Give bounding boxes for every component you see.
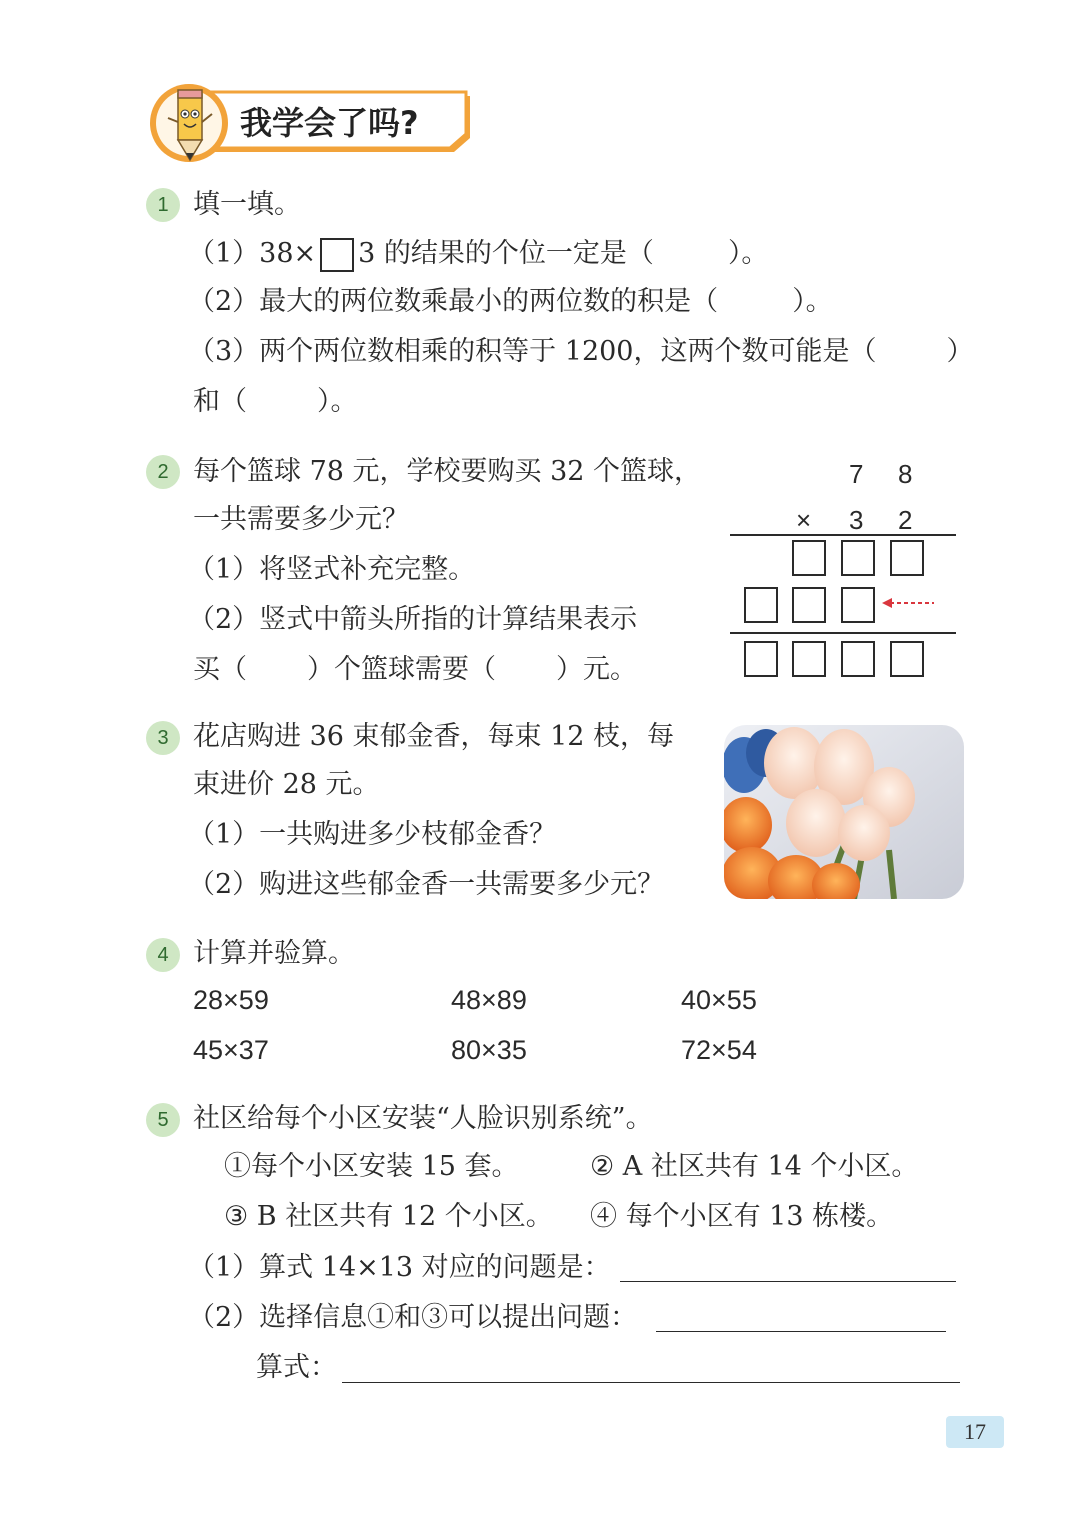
- vm-result-box-3[interactable]: [841, 641, 875, 677]
- q5-title: 社区给每个小区安装“人脸识别系统”。: [193, 1103, 653, 1134]
- vm-partial2-box-1[interactable]: [744, 587, 778, 623]
- question-4-badge: 4: [146, 938, 180, 972]
- q1-part3: [188, 335, 973, 369]
- vm-result-box-1[interactable]: [744, 641, 778, 677]
- page-title: 我学会了吗?: [240, 104, 419, 142]
- q1-part2: [188, 285, 833, 319]
- q4-item-5: 80×35: [451, 1035, 527, 1065]
- question-5-badge: 5: [146, 1103, 180, 1137]
- vm-line-1: [730, 534, 956, 536]
- q2-part2-text-b: ）个篮球需要（: [307, 654, 496, 685]
- vm-result-box-4[interactable]: [890, 641, 924, 677]
- q1-part3-text-d: ）。: [317, 386, 358, 417]
- q1-part1-box[interactable]: [320, 238, 354, 272]
- vm-top-digit-7: 7: [849, 459, 864, 489]
- vm-bottom-digit-3: 3: [849, 505, 864, 535]
- vm-bottom-digit-2: 2: [898, 505, 913, 535]
- q1-part1-text-a: （1）38×: [188, 238, 317, 269]
- vm-partial1-box-2[interactable]: [841, 540, 875, 576]
- vm-times-sign: ×: [796, 505, 812, 535]
- page-number: 17: [946, 1416, 1004, 1448]
- question-3-badge: 3: [146, 721, 180, 755]
- q1-part2-text-b: ）。: [792, 286, 833, 317]
- q2-line2: 一共需要多少元？: [193, 504, 409, 535]
- vm-result-box-2[interactable]: [792, 641, 826, 677]
- q2-line1: 每个篮球 78 元，学校要购买 32 个篮球，: [193, 456, 702, 487]
- q1-part1-text-b: 3 的结果的个位一定是（: [358, 238, 654, 269]
- q5-info-3: ③ B 社区共有 12 个小区。: [224, 1201, 553, 1232]
- q4-title: 计算并验算。: [193, 938, 355, 969]
- q2-part2-text-a: 买（: [193, 654, 247, 685]
- q5-part2-answer-line[interactable]: [656, 1331, 946, 1332]
- q4-item-6: 72×54: [681, 1035, 757, 1065]
- q5-part2: （2）选择信息①和③可以提出问题：: [188, 1302, 638, 1333]
- q4-item-2: 48×89: [451, 985, 527, 1015]
- vm-line-2: [730, 632, 956, 634]
- q2-part2: （2）竖式中箭头所指的计算结果表示: [188, 604, 638, 635]
- tulip-photo: [724, 725, 964, 899]
- q3-line1: 花店购进 36 束郁金香，每束 12 枝，每: [193, 721, 675, 752]
- pencil-mascot-icon: [160, 84, 220, 164]
- q1-part3-text-c: 和（: [193, 386, 247, 417]
- q5-info-2: ② A 社区共有 14 个小区。: [590, 1151, 919, 1182]
- red-arrow-icon: [880, 595, 936, 611]
- q2-part2-cont: [193, 653, 637, 687]
- q5-part1-answer-line[interactable]: [620, 1281, 956, 1282]
- q1-part2-text-a: （2）最大的两位数乘最小的两位数的积是（: [188, 286, 719, 317]
- q2-part2-text-c: ）元。: [556, 654, 637, 685]
- q4-item-3: 40×55: [681, 985, 757, 1015]
- vm-partial2-box-2[interactable]: [792, 587, 826, 623]
- q3-part1: （1）一共购进多少枝郁金香？: [188, 819, 557, 850]
- vm-top-digit-8: 8: [898, 459, 913, 489]
- q3-part2: （2）购进这些郁金香一共需要多少元？: [188, 869, 665, 900]
- q1-part1: [188, 237, 768, 272]
- question-1-title: 填一填。: [193, 189, 301, 220]
- q1-part1-text-c: ）。: [727, 238, 769, 269]
- q1-part3-text-b: ）: [946, 336, 974, 367]
- q5-part1: （1）算式 14×13 对应的问题是：: [188, 1252, 611, 1283]
- q4-item-1: 28×59: [193, 985, 269, 1015]
- q2-part1: （1）将竖式补充完整。: [188, 554, 476, 585]
- vm-partial1-box-3[interactable]: [890, 540, 924, 576]
- q5-part3-answer-line[interactable]: [342, 1382, 960, 1383]
- q5-info-4: ④ 每个小区有 13 栋楼。: [590, 1201, 894, 1232]
- vm-partial2-box-3[interactable]: [841, 587, 875, 623]
- question-1-badge: 1: [146, 188, 180, 222]
- q5-part3: 算式：: [256, 1352, 337, 1383]
- q3-line2: 束进价 28 元。: [193, 769, 380, 800]
- question-2-badge: 2: [146, 455, 180, 489]
- q1-part3-text-a: （3）两个两位数相乘的积等于 1200，这两个数可能是（: [188, 336, 877, 367]
- q4-item-4: 45×37: [193, 1035, 269, 1065]
- q1-part3-cont: [193, 385, 358, 419]
- vm-partial1-box-1[interactable]: [792, 540, 826, 576]
- q5-info-1: ①每个小区安装 15 套。: [224, 1151, 519, 1182]
